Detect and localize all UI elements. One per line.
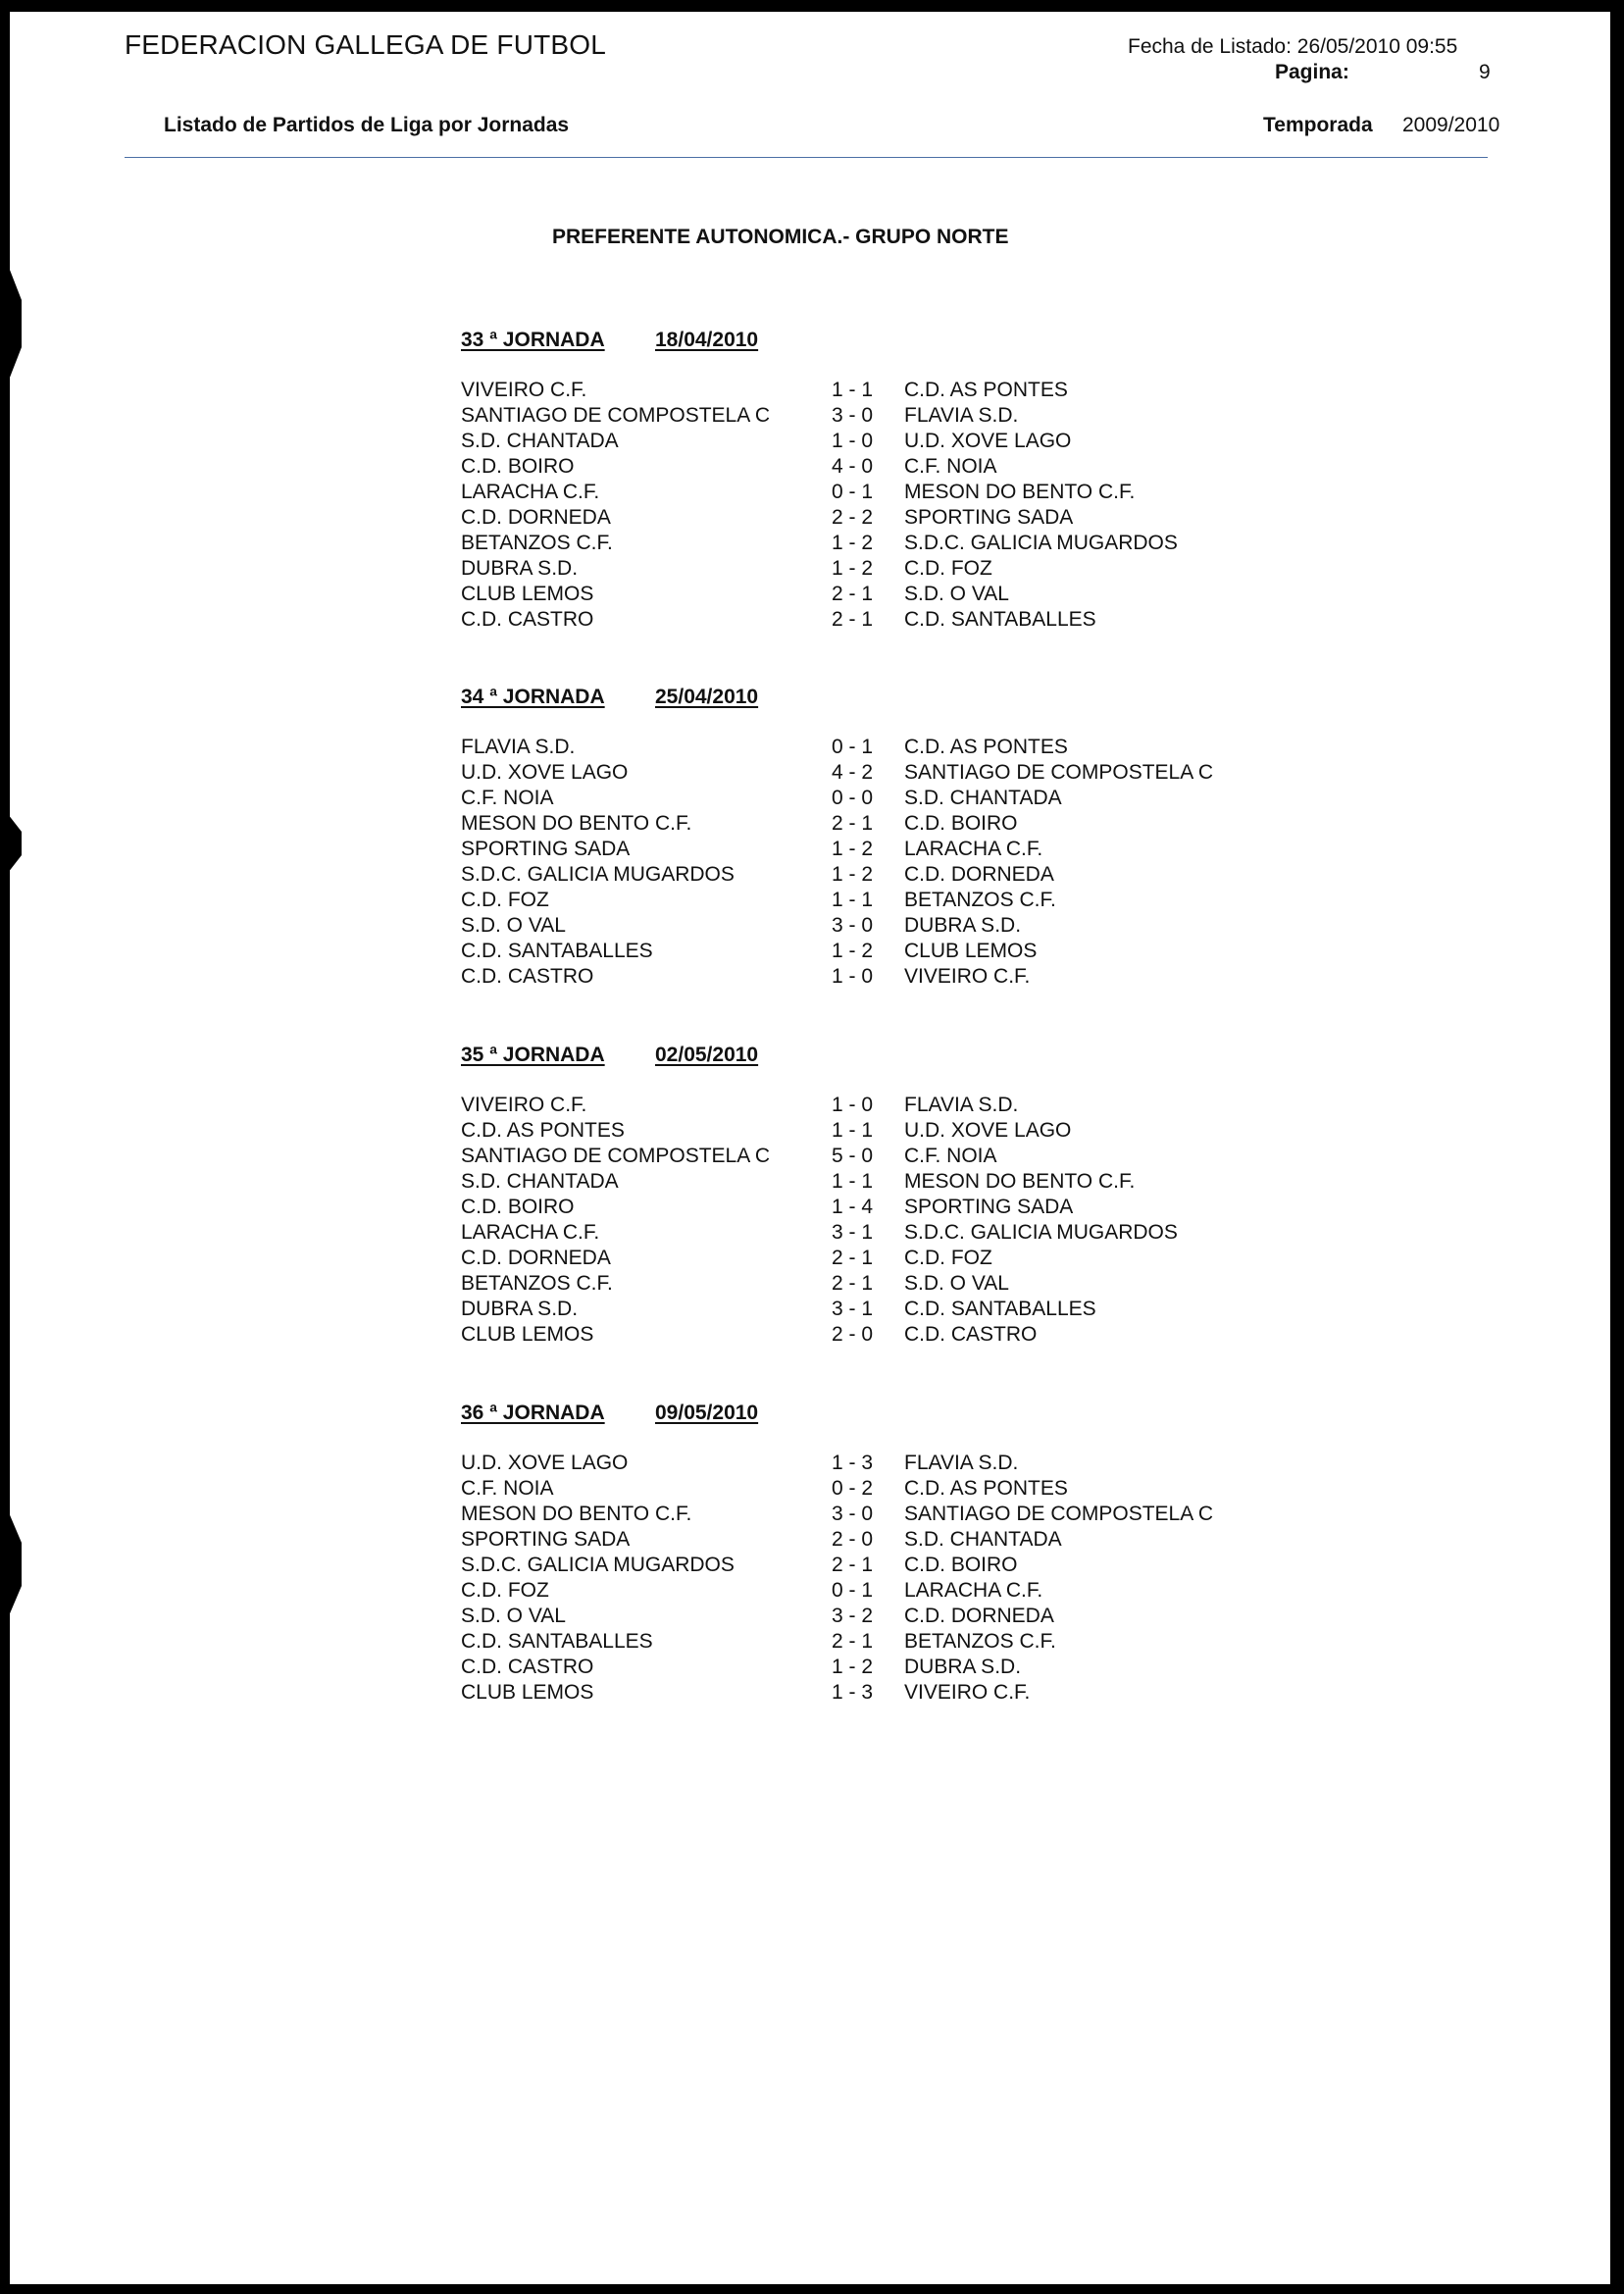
home-team: CLUB LEMOS xyxy=(461,1323,594,1346)
match-list xyxy=(461,1451,1245,1706)
home-team: C.D. DORNEDA xyxy=(461,506,611,529)
match-row xyxy=(461,1118,1245,1144)
match-row xyxy=(461,1578,1245,1604)
home-team: S.D. O VAL xyxy=(461,914,566,937)
match-score: 1 - 1 xyxy=(832,1119,874,1142)
match-row xyxy=(461,556,1245,582)
home-team: C.D. FOZ xyxy=(461,889,549,911)
match-row xyxy=(461,378,1245,403)
home-team: CLUB LEMOS xyxy=(461,1681,594,1704)
match-score: 1 - 2 xyxy=(832,838,874,860)
away-team: C.D. AS PONTES xyxy=(904,736,1068,758)
home-team: MESON DO BENTO C.F. xyxy=(461,1503,692,1525)
round-section xyxy=(461,329,1245,633)
match-score: 0 - 0 xyxy=(832,787,874,809)
match-row xyxy=(461,1144,1245,1169)
away-team: C.D. SANTABALLES xyxy=(904,608,1096,631)
match-score: 2 - 1 xyxy=(832,583,874,605)
home-team: MESON DO BENTO C.F. xyxy=(461,812,692,835)
match-score: 4 - 0 xyxy=(832,455,874,478)
away-team: VIVEIRO C.F. xyxy=(904,965,1031,988)
home-team: VIVEIRO C.F. xyxy=(461,1094,587,1116)
match-score: 1 - 0 xyxy=(832,965,874,988)
away-team: S.D. CHANTADA xyxy=(904,1528,1062,1551)
away-team: S.D.C. GALICIA MUGARDOS xyxy=(904,532,1178,554)
match-row xyxy=(461,454,1245,480)
home-team: BETANZOS C.F. xyxy=(461,532,613,554)
away-team: SPORTING SADA xyxy=(904,506,1074,529)
match-score: 0 - 1 xyxy=(832,736,874,758)
away-team: C.D. AS PONTES xyxy=(904,379,1068,401)
round-date: 02/05/2010 xyxy=(655,1044,759,1066)
away-team: S.D. O VAL xyxy=(904,1272,1009,1295)
match-row xyxy=(461,505,1245,531)
home-team: C.D. SANTABALLES xyxy=(461,940,653,962)
match-score: 1 - 2 xyxy=(832,557,874,580)
round-name: 34 ª JORNADA xyxy=(461,686,605,708)
match-row xyxy=(461,837,1245,862)
document-subtitle: Listado de Partidos de Liga por Jornadas xyxy=(164,114,570,136)
home-team: SANTIAGO DE COMPOSTELA C xyxy=(461,404,771,427)
home-team: S.D. CHANTADA xyxy=(461,430,619,452)
match-row xyxy=(461,1093,1245,1118)
away-team: SPORTING SADA xyxy=(904,1196,1074,1218)
home-team: FLAVIA S.D. xyxy=(461,736,576,758)
match-score: 0 - 1 xyxy=(832,1579,874,1602)
match-score: 2 - 2 xyxy=(832,506,874,529)
round-section xyxy=(461,686,1245,990)
match-row xyxy=(461,1680,1245,1706)
home-team: S.D.C. GALICIA MUGARDOS xyxy=(461,863,735,886)
away-team: C.D. BOIRO xyxy=(904,1554,1018,1576)
away-team: FLAVIA S.D. xyxy=(904,404,1019,427)
away-team: C.D. FOZ xyxy=(904,1247,992,1269)
home-team: BETANZOS C.F. xyxy=(461,1272,613,1295)
away-team: LARACHA C.F. xyxy=(904,838,1043,860)
match-row xyxy=(461,1527,1245,1553)
home-team: LARACHA C.F. xyxy=(461,481,600,503)
match-row xyxy=(461,1553,1245,1578)
match-score: 1 - 2 xyxy=(832,863,874,886)
away-team: C.F. NOIA xyxy=(904,1145,997,1167)
home-team: C.F. NOIA xyxy=(461,787,554,809)
match-score: 2 - 1 xyxy=(832,1272,874,1295)
match-score: 1 - 0 xyxy=(832,1094,874,1116)
match-score: 1 - 2 xyxy=(832,940,874,962)
match-score: 0 - 1 xyxy=(832,481,874,503)
home-team: C.D. FOZ xyxy=(461,1579,549,1602)
match-score: 1 - 0 xyxy=(832,430,874,452)
match-row xyxy=(461,1476,1245,1502)
match-row xyxy=(461,913,1245,939)
match-row xyxy=(461,1629,1245,1655)
match-row xyxy=(461,607,1245,633)
home-team: C.D. CASTRO xyxy=(461,965,594,988)
match-score: 3 - 2 xyxy=(832,1605,874,1627)
away-team: DUBRA S.D. xyxy=(904,1656,1022,1678)
home-team: U.D. XOVE LAGO xyxy=(461,1452,629,1474)
match-score: 1 - 1 xyxy=(832,889,874,911)
match-row xyxy=(461,1451,1245,1476)
match-row xyxy=(461,735,1245,760)
away-team: C.F. NOIA xyxy=(904,455,997,478)
home-team: CLUB LEMOS xyxy=(461,583,594,605)
home-team: SPORTING SADA xyxy=(461,838,631,860)
header-divider xyxy=(125,157,1488,158)
home-team: LARACHA C.F. xyxy=(461,1221,600,1244)
home-team: S.D. CHANTADA xyxy=(461,1170,619,1193)
home-team: DUBRA S.D. xyxy=(461,1298,579,1320)
match-row xyxy=(461,939,1245,964)
away-team: FLAVIA S.D. xyxy=(904,1452,1019,1474)
away-team: S.D.C. GALICIA MUGARDOS xyxy=(904,1221,1178,1244)
round-header xyxy=(461,1402,1245,1429)
away-team: CLUB LEMOS xyxy=(904,940,1038,962)
match-score: 1 - 1 xyxy=(832,379,874,401)
match-score: 2 - 0 xyxy=(832,1528,874,1551)
home-team: C.D. AS PONTES xyxy=(461,1119,625,1142)
match-score: 2 - 1 xyxy=(832,812,874,835)
away-team: C.D. SANTABALLES xyxy=(904,1298,1096,1320)
listing-date: Fecha de Listado: 26/05/2010 09:55 xyxy=(1128,35,1458,58)
home-team: SPORTING SADA xyxy=(461,1528,631,1551)
match-row xyxy=(461,429,1245,454)
match-row xyxy=(461,480,1245,505)
round-section xyxy=(461,1402,1245,1706)
home-team: SANTIAGO DE COMPOSTELA C xyxy=(461,1145,771,1167)
match-row xyxy=(461,786,1245,811)
match-row xyxy=(461,531,1245,556)
season-label: Temporada xyxy=(1263,114,1373,136)
home-team: C.D. CASTRO xyxy=(461,608,594,631)
match-row xyxy=(461,1502,1245,1527)
round-date: 25/04/2010 xyxy=(655,686,759,708)
match-row xyxy=(461,1322,1245,1348)
match-row xyxy=(461,1297,1245,1322)
match-list xyxy=(461,378,1245,633)
away-team: MESON DO BENTO C.F. xyxy=(904,1170,1136,1193)
match-row xyxy=(461,1169,1245,1195)
round-header xyxy=(461,686,1245,713)
season-value: 2009/2010 xyxy=(1402,114,1500,136)
match-score: 1 - 2 xyxy=(832,532,874,554)
away-team: BETANZOS C.F. xyxy=(904,889,1056,911)
away-team: SANTIAGO DE COMPOSTELA C xyxy=(904,761,1214,784)
away-team: C.D. CASTRO xyxy=(904,1323,1038,1346)
home-team: U.D. XOVE LAGO xyxy=(461,761,629,784)
home-team: C.D. CASTRO xyxy=(461,1656,594,1678)
away-team: C.D. DORNEDA xyxy=(904,863,1054,886)
match-row xyxy=(461,760,1245,786)
round-header xyxy=(461,329,1245,356)
round-section xyxy=(461,1044,1245,1348)
away-team: DUBRA S.D. xyxy=(904,914,1022,937)
match-score: 5 - 0 xyxy=(832,1145,874,1167)
match-list xyxy=(461,735,1245,990)
match-row xyxy=(461,1220,1245,1246)
match-score: 1 - 3 xyxy=(832,1452,874,1474)
home-team: S.D. O VAL xyxy=(461,1605,566,1627)
match-score: 4 - 2 xyxy=(832,761,874,784)
round-name: 35 ª JORNADA xyxy=(461,1044,605,1066)
home-team: C.F. NOIA xyxy=(461,1477,554,1500)
match-row xyxy=(461,862,1245,888)
round-date: 09/05/2010 xyxy=(655,1402,759,1424)
match-row xyxy=(461,811,1245,837)
match-score: 2 - 1 xyxy=(832,608,874,631)
round-name: 36 ª JORNADA xyxy=(461,1402,605,1424)
match-score: 2 - 0 xyxy=(832,1323,874,1346)
away-team: LARACHA C.F. xyxy=(904,1579,1043,1602)
match-score: 1 - 4 xyxy=(832,1196,874,1218)
match-row xyxy=(461,1655,1245,1680)
round-date: 18/04/2010 xyxy=(655,329,759,351)
match-score: 3 - 0 xyxy=(832,1503,874,1525)
match-score: 3 - 0 xyxy=(832,404,874,427)
match-row xyxy=(461,403,1245,429)
away-team: S.D. O VAL xyxy=(904,583,1009,605)
match-row xyxy=(461,582,1245,607)
match-row xyxy=(461,964,1245,990)
home-team: VIVEIRO C.F. xyxy=(461,379,587,401)
home-team: C.D. SANTABALLES xyxy=(461,1630,653,1653)
home-team: C.D. DORNEDA xyxy=(461,1247,611,1269)
away-team: FLAVIA S.D. xyxy=(904,1094,1019,1116)
away-team: U.D. XOVE LAGO xyxy=(904,1119,1072,1142)
organization-title: FEDERACION GALLEGA DE FUTBOL xyxy=(125,29,607,60)
match-score: 3 - 1 xyxy=(832,1221,874,1244)
home-team: C.D. BOIRO xyxy=(461,1196,575,1218)
match-row xyxy=(461,1195,1245,1220)
competition-title: PREFERENTE AUTONOMICA.- GRUPO NORTE xyxy=(552,226,1009,248)
home-team: S.D.C. GALICIA MUGARDOS xyxy=(461,1554,735,1576)
away-team: BETANZOS C.F. xyxy=(904,1630,1056,1653)
away-team: S.D. CHANTADA xyxy=(904,787,1062,809)
match-score: 1 - 2 xyxy=(832,1656,874,1678)
away-team: SANTIAGO DE COMPOSTELA C xyxy=(904,1503,1214,1525)
home-team: C.D. BOIRO xyxy=(461,455,575,478)
match-score: 0 - 2 xyxy=(832,1477,874,1500)
round-header xyxy=(461,1044,1245,1071)
away-team: C.D. DORNEDA xyxy=(904,1605,1054,1627)
match-score: 2 - 1 xyxy=(832,1554,874,1576)
page-label: Pagina: xyxy=(1275,61,1349,83)
match-row xyxy=(461,888,1245,913)
match-row xyxy=(461,1271,1245,1297)
away-team: C.D. FOZ xyxy=(904,557,992,580)
match-score: 2 - 1 xyxy=(832,1247,874,1269)
round-name: 33 ª JORNADA xyxy=(461,329,605,351)
match-score: 1 - 1 xyxy=(832,1170,874,1193)
match-score: 3 - 0 xyxy=(832,914,874,937)
match-list xyxy=(461,1093,1245,1348)
page-number: 9 xyxy=(1479,61,1491,83)
away-team: C.D. BOIRO xyxy=(904,812,1018,835)
away-team: C.D. AS PONTES xyxy=(904,1477,1068,1500)
match-row xyxy=(461,1604,1245,1629)
match-score: 1 - 3 xyxy=(832,1681,874,1704)
away-team: VIVEIRO C.F. xyxy=(904,1681,1031,1704)
match-row xyxy=(461,1246,1245,1271)
match-score: 3 - 1 xyxy=(832,1298,874,1320)
away-team: U.D. XOVE LAGO xyxy=(904,430,1072,452)
match-score: 2 - 1 xyxy=(832,1630,874,1653)
away-team: MESON DO BENTO C.F. xyxy=(904,481,1136,503)
home-team: DUBRA S.D. xyxy=(461,557,579,580)
